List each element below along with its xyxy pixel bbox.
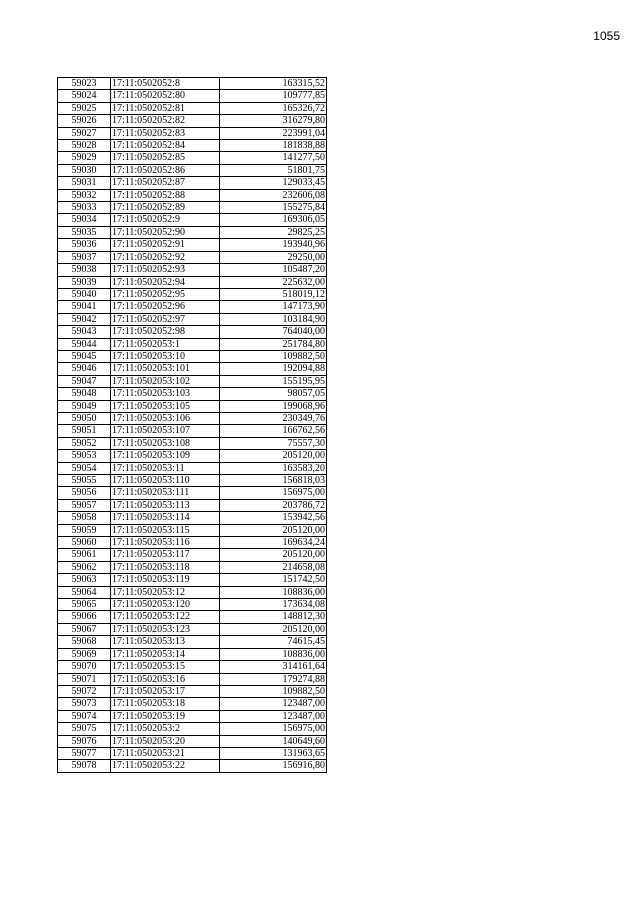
value-cell: 163315,52 [220,78,327,90]
row-number-cell: 59069 [58,648,111,660]
table-row [58,723,327,735]
cadastral-number-cell: 17:11:0502053:11 [111,462,220,474]
table-row [58,115,327,127]
table-row [58,586,327,598]
row-number-cell: 59039 [58,276,111,288]
row-number-cell: 59050 [58,412,111,424]
cadastral-number-cell: 17:11:0502052:95 [111,288,220,300]
table-row [58,747,327,759]
cadastral-number-cell: 17:11:0502053:110 [111,475,220,487]
row-number-cell: 59053 [58,450,111,462]
value-cell: 232606,08 [220,189,327,201]
value-cell: 155275,84 [220,202,327,214]
cadastral-number-cell: 17:11:0502053:117 [111,549,220,561]
value-cell: 156818,03 [220,475,327,487]
table-row [58,462,327,474]
row-number-cell: 59041 [58,301,111,313]
cadastral-number-cell: 17:11:0502053:22 [111,760,220,772]
value-cell: 205120,00 [220,549,327,561]
value-cell: 156916,80 [220,760,327,772]
cadastral-number-cell: 17:11:0502053:111 [111,487,220,499]
table-row [58,512,327,524]
row-number-cell: 59074 [58,710,111,722]
cadastral-number-cell: 17:11:0502052:89 [111,202,220,214]
table-row [58,189,327,201]
cadastral-number-cell: 17:11:0502052:92 [111,251,220,263]
value-cell: 147173,90 [220,301,327,313]
table-row [58,437,327,449]
row-number-cell: 59061 [58,549,111,561]
row-number-cell: 59056 [58,487,111,499]
cadastral-number-cell: 17:11:0502053:1 [111,338,220,350]
cadastral-number-cell: 17:11:0502052:90 [111,226,220,238]
table-row [58,450,327,462]
cadastral-number-cell: 17:11:0502053:122 [111,611,220,623]
cadastral-number-cell: 17:11:0502053:13 [111,636,220,648]
table-row [58,177,327,189]
cadastral-number-cell: 17:11:0502053:16 [111,673,220,685]
value-cell: 141277,50 [220,152,327,164]
row-number-cell: 59024 [58,90,111,102]
value-cell: 103184,90 [220,313,327,325]
value-cell: 131963,65 [220,747,327,759]
row-number-cell: 59067 [58,623,111,635]
table-row [58,152,327,164]
row-number-cell: 59055 [58,475,111,487]
row-number-cell: 59064 [58,586,111,598]
row-number-cell: 59042 [58,313,111,325]
table-row [58,350,327,362]
value-cell: 29825,25 [220,226,327,238]
row-number-cell: 59075 [58,723,111,735]
value-cell: 203786,72 [220,499,327,511]
value-cell: 314161,64 [220,661,327,673]
value-cell: 169306,05 [220,214,327,226]
table-row [58,127,327,139]
cadastral-number-cell: 17:11:0502052:93 [111,264,220,276]
table-row [58,574,327,586]
value-cell: 151742,50 [220,574,327,586]
table-row [58,425,327,437]
cadastral-number-cell: 17:11:0502053:102 [111,375,220,387]
value-cell: 74615,45 [220,636,327,648]
table-row [58,611,327,623]
table-row [58,78,327,90]
cadastral-number-cell: 17:11:0502053:14 [111,648,220,660]
row-number-cell: 59077 [58,747,111,759]
table-row [58,264,327,276]
row-number-cell: 59044 [58,338,111,350]
value-cell: 173634,08 [220,599,327,611]
cadastral-number-cell: 17:11:0502053:123 [111,623,220,635]
table-row [58,288,327,300]
table-row [58,214,327,226]
row-number-cell: 59033 [58,202,111,214]
row-number-cell: 59030 [58,164,111,176]
row-number-cell: 59065 [58,599,111,611]
row-number-cell: 59051 [58,425,111,437]
table-row [58,202,327,214]
table-row [58,760,327,772]
table-row [58,661,327,673]
row-number-cell: 59046 [58,363,111,375]
table-row [58,487,327,499]
row-number-cell: 59057 [58,499,111,511]
cadastral-number-cell: 17:11:0502052:94 [111,276,220,288]
row-number-cell: 59035 [58,226,111,238]
table-row [58,102,327,114]
value-cell: 251784,80 [220,338,327,350]
cadastral-number-cell: 17:11:0502052:86 [111,164,220,176]
cadastral-number-cell: 17:11:0502052:80 [111,90,220,102]
row-number-cell: 59068 [58,636,111,648]
row-number-cell: 59040 [58,288,111,300]
table-row [58,412,327,424]
table-row [58,164,327,176]
cadastral-number-cell: 17:11:0502052:88 [111,189,220,201]
row-number-cell: 59052 [58,437,111,449]
value-cell: 75557,30 [220,437,327,449]
row-number-cell: 59026 [58,115,111,127]
row-number-cell: 59071 [58,673,111,685]
table-row [58,648,327,660]
cadastral-number-cell: 17:11:0502053:17 [111,685,220,697]
table-row [58,226,327,238]
value-cell: 165326,72 [220,102,327,114]
value-cell: 153942,56 [220,512,327,524]
table-row [58,313,327,325]
row-number-cell: 59072 [58,685,111,697]
value-cell: 51801,75 [220,164,327,176]
cadastral-number-cell: 17:11:0502053:19 [111,710,220,722]
table-row [58,475,327,487]
row-number-cell: 59048 [58,388,111,400]
value-cell: 764040,00 [220,326,327,338]
cadastral-number-cell: 17:11:0502053:118 [111,561,220,573]
row-number-cell: 59037 [58,251,111,263]
value-cell: 156975,00 [220,723,327,735]
row-number-cell: 59027 [58,127,111,139]
cadastral-number-cell: 17:11:0502052:87 [111,177,220,189]
row-number-cell: 59034 [58,214,111,226]
value-cell: 518019,12 [220,288,327,300]
row-number-cell: 59063 [58,574,111,586]
cadastral-number-cell: 17:11:0502052:83 [111,127,220,139]
value-cell: 193940,96 [220,239,327,251]
cadastral-number-cell: 17:11:0502053:101 [111,363,220,375]
value-cell: 29250,00 [220,251,327,263]
table-row [58,673,327,685]
cadastral-number-cell: 17:11:0502053:10 [111,350,220,362]
table-row [58,326,327,338]
cadastral-number-cell: 17:11:0502053:106 [111,412,220,424]
cadastral-number-cell: 17:11:0502053:115 [111,524,220,536]
cadastral-number-cell: 17:11:0502052:85 [111,152,220,164]
cadastral-number-cell: 17:11:0502052:8 [111,78,220,90]
cadastral-number-cell: 17:11:0502052:91 [111,239,220,251]
cadastral-number-cell: 17:11:0502053:120 [111,599,220,611]
row-number-cell: 59062 [58,561,111,573]
value-cell: 199068,96 [220,400,327,412]
cadastral-number-cell: 17:11:0502053:105 [111,400,220,412]
cadastral-number-cell: 17:11:0502053:12 [111,586,220,598]
row-number-cell: 59028 [58,140,111,152]
cadastral-number-cell: 17:11:0502053:116 [111,537,220,549]
table-row [58,735,327,747]
table-row [58,561,327,573]
table-row [58,599,327,611]
table-row [58,140,327,152]
value-cell: 230349,76 [220,412,327,424]
cadastral-number-cell: 17:11:0502052:82 [111,115,220,127]
table-row [58,90,327,102]
table-row [58,375,327,387]
cadastral-number-cell: 17:11:0502053:107 [111,425,220,437]
table-row [58,388,327,400]
row-number-cell: 59045 [58,350,111,362]
row-number-cell: 59031 [58,177,111,189]
cadastral-number-cell: 17:11:0502053:18 [111,698,220,710]
value-cell: 214658,08 [220,561,327,573]
table-row [58,276,327,288]
row-number-cell: 59070 [58,661,111,673]
row-number-cell: 59032 [58,189,111,201]
cadastral-number-cell: 17:11:0502052:96 [111,301,220,313]
row-number-cell: 59036 [58,239,111,251]
row-number-cell: 59066 [58,611,111,623]
value-cell: 181838,88 [220,140,327,152]
cadastral-number-cell: 17:11:0502053:2 [111,723,220,735]
value-cell: 98057,05 [220,388,327,400]
value-cell: 223991,04 [220,127,327,139]
data-table [57,77,327,773]
row-number-cell: 59078 [58,760,111,772]
row-number-cell: 59059 [58,524,111,536]
row-number-cell: 59049 [58,400,111,412]
row-number-cell: 59058 [58,512,111,524]
table-row [58,685,327,697]
value-cell: 192094,88 [220,363,327,375]
value-cell: 109777,85 [220,90,327,102]
value-cell: 109882,50 [220,685,327,697]
cadastral-number-cell: 17:11:0502053:21 [111,747,220,759]
table-row [58,499,327,511]
value-cell: 140649,60 [220,735,327,747]
value-cell: 179274,88 [220,673,327,685]
table-row [58,537,327,549]
table-row [58,301,327,313]
cadastral-number-cell: 17:11:0502053:15 [111,661,220,673]
cadastral-number-cell: 17:11:0502053:114 [111,512,220,524]
value-cell: 108836,00 [220,586,327,598]
table-row [58,251,327,263]
value-cell: 155195,95 [220,375,327,387]
row-number-cell: 59023 [58,78,111,90]
row-number-cell: 59029 [58,152,111,164]
row-number-cell: 59047 [58,375,111,387]
row-number-cell: 59054 [58,462,111,474]
row-number-cell: 59076 [58,735,111,747]
cadastral-number-cell: 17:11:0502052:81 [111,102,220,114]
cadastral-number-cell: 17:11:0502053:103 [111,388,220,400]
cadastral-number-cell: 17:11:0502052:97 [111,313,220,325]
cadastral-number-cell: 17:11:0502052:84 [111,140,220,152]
value-cell: 316279,80 [220,115,327,127]
row-number-cell: 59073 [58,698,111,710]
cadastral-number-cell: 17:11:0502052:98 [111,326,220,338]
table-row [58,623,327,635]
value-cell: 148812,30 [220,611,327,623]
value-cell: 108836,00 [220,648,327,660]
table-row [58,636,327,648]
value-cell: 123487,00 [220,698,327,710]
value-cell: 205120,00 [220,623,327,635]
value-cell: 169634,24 [220,537,327,549]
value-cell: 205120,00 [220,524,327,536]
value-cell: 205120,00 [220,450,327,462]
cadastral-number-cell: 17:11:0502053:119 [111,574,220,586]
table-row [58,239,327,251]
table-row [58,549,327,561]
value-cell: 225632,00 [220,276,327,288]
table-row [58,338,327,350]
value-cell: 129033,45 [220,177,327,189]
table-row [58,524,327,536]
value-cell: 166762,56 [220,425,327,437]
cadastral-number-cell: 17:11:0502053:113 [111,499,220,511]
cadastral-number-cell: 17:11:0502052:9 [111,214,220,226]
cadastral-number-cell: 17:11:0502053:108 [111,437,220,449]
row-number-cell: 59060 [58,537,111,549]
cadastral-number-cell: 17:11:0502053:109 [111,450,220,462]
value-cell: 109882,50 [220,350,327,362]
page-number: 1055 [593,29,620,43]
row-number-cell: 59038 [58,264,111,276]
table-row [58,363,327,375]
cadastral-number-cell: 17:11:0502053:20 [111,735,220,747]
row-number-cell: 59025 [58,102,111,114]
value-cell: 123487,00 [220,710,327,722]
table-row [58,400,327,412]
value-cell: 105487,20 [220,264,327,276]
value-cell: 163583,20 [220,462,327,474]
table-row [58,710,327,722]
row-number-cell: 59043 [58,326,111,338]
table-body [58,78,327,773]
table-row [58,698,327,710]
value-cell: 156975,00 [220,487,327,499]
